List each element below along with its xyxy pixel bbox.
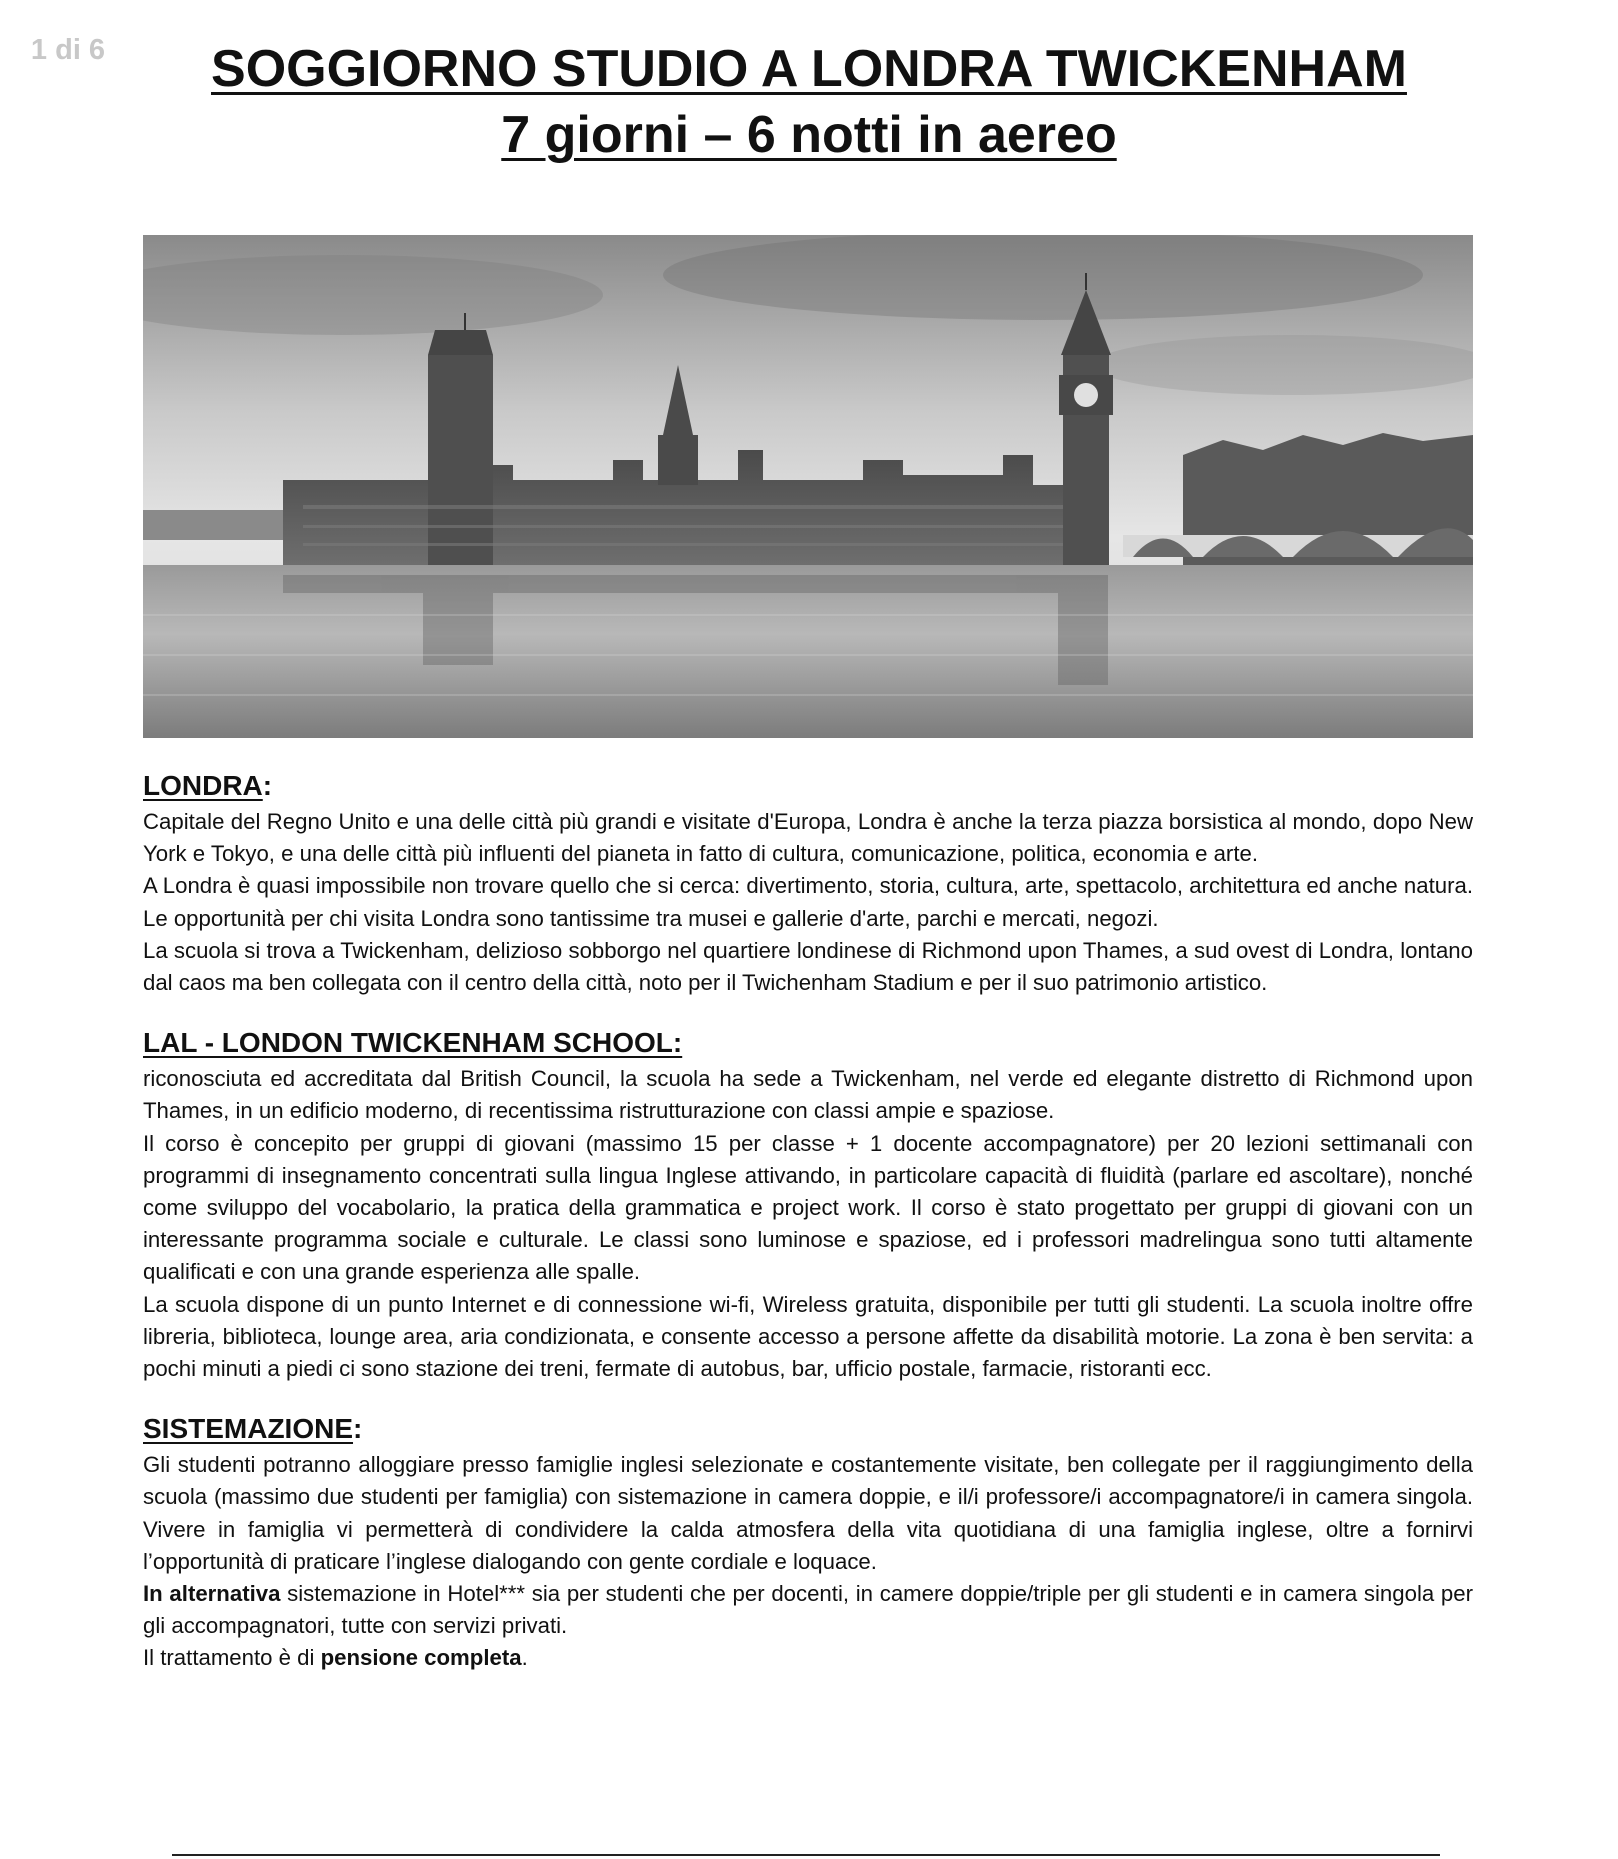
paragraph: riconosciuta ed accreditata dal British Council, la scuola ha sede a Twickenham, nel verde ed elegante distretto di Richmond upon Thames, in un edificio moderno, di recentissima ristrutturazione con classi ampie e spaziose. bbox=[143, 1066, 1473, 1124]
paragraph: Il trattamento è di pensione completa. bbox=[143, 1645, 528, 1671]
section-title-londra: LONDRA: bbox=[143, 770, 273, 801]
section-title-school: LAL - LONDON TWICKENHAM SCHOOL: bbox=[143, 1027, 683, 1059]
paragraph: Il corso è concepito per gruppi di giovani (massimo 15 per classe + 1 docente accompagnatore) per 20 lezioni settimanali con programmi di insegnamento concentrati sulla lingua Inglese attivando, in particolare capacità di fluidità (parlare ed ascoltare), nonché come sviluppo del vocabolario, la pratica della grammatica e project work. Il corso è stato progettato per gruppi di giovani con un interessante programma sociale e culturale. Le classi sono luminose e spaziose, ed i professori madrelingua sono tutti altamente qualificati e con una grande esperienza alle spalle. bbox=[143, 1130, 1473, 1285]
paragraph: Gli studenti potranno alloggiare presso famiglie inglesi selezionate e costantemente visitate, ben collegate per il raggiungimento della scuola (massimo due studenti per famiglia) con sistemazione in camera doppie, e il/i professore/i accompagnatore/i in camera singola. Vivere in famiglia vi permetterà di condividere la calda atmosfera della vita quotidiana di una famiglia inglese, oltre a fornirvi l’opportunità di praticare l’inglese dialogando con gente cordiale e loquace. bbox=[143, 1452, 1473, 1574]
paragraph: In alternativa sistemazione in Hotel*** sia per studenti che per docenti, in camere doppie/triple per gli studenti e in camera singola per gli accompagnatori, tutte con servizi privati. bbox=[143, 1581, 1473, 1639]
title-line-1: SOGGIORNO STUDIO A LONDRA TWICKENHAM bbox=[211, 40, 1407, 98]
paragraph: Capitale del Regno Unito e una delle città più grandi e visitate d'Europa, Londra è anche la terza piazza borsistica al mondo, dopo New York e Tokyo, e una delle città più influenti del pianeta in fatto di cultura, comunicazione, politica, economia e arte. bbox=[143, 809, 1473, 867]
section-school bbox=[143, 1025, 1473, 1385]
section-sistemazione bbox=[143, 1411, 1473, 1674]
document-title bbox=[0, 36, 1618, 168]
document-body bbox=[143, 768, 1473, 1701]
paragraph: A Londra è quasi impossibile non trovare quello che si cerca: divertimento, storia, cultura, arte, spettacolo, architettura ed anche natura. Le opportunità per chi visita Londra sono tantissime tra musei e gallerie d'arte, parchi e mercati, negozi. bbox=[143, 873, 1473, 931]
section-londra bbox=[143, 768, 1473, 999]
paragraph: La scuola si trova a Twickenham, delizioso sobborgo nel quartiere londinese di Richmond upon Thames, a sud ovest di Londra, lontano dal caos ma ben collegata con il centro della città, noto per il Twichenham Stadium e per il suo patrimonio artistico. bbox=[143, 937, 1473, 996]
section-title-sistemazione: SISTEMAZIONE: bbox=[143, 1413, 363, 1445]
footer-divider bbox=[172, 1854, 1440, 1856]
title-line-2: 7 giorni – 6 notti in aereo bbox=[501, 106, 1117, 164]
page-indicator: 1 di 6 bbox=[20, 28, 116, 72]
paragraph: La scuola dispone di un punto Internet e di connessione wi-fi, Wireless gratuita, disponibile per tutti gli studenti. La scuola inoltre offre libreria, biblioteca, lounge area, aria condizionata, e consente accesso a persone affette da disabilità motorie. La zona è ben servita: a pochi minuti a piedi ci sono stazione dei treni, fermate di autobus, bar, ufficio postale, farmacie, ristoranti ecc. bbox=[143, 1291, 1473, 1382]
hero-photo-westminster bbox=[143, 235, 1473, 738]
